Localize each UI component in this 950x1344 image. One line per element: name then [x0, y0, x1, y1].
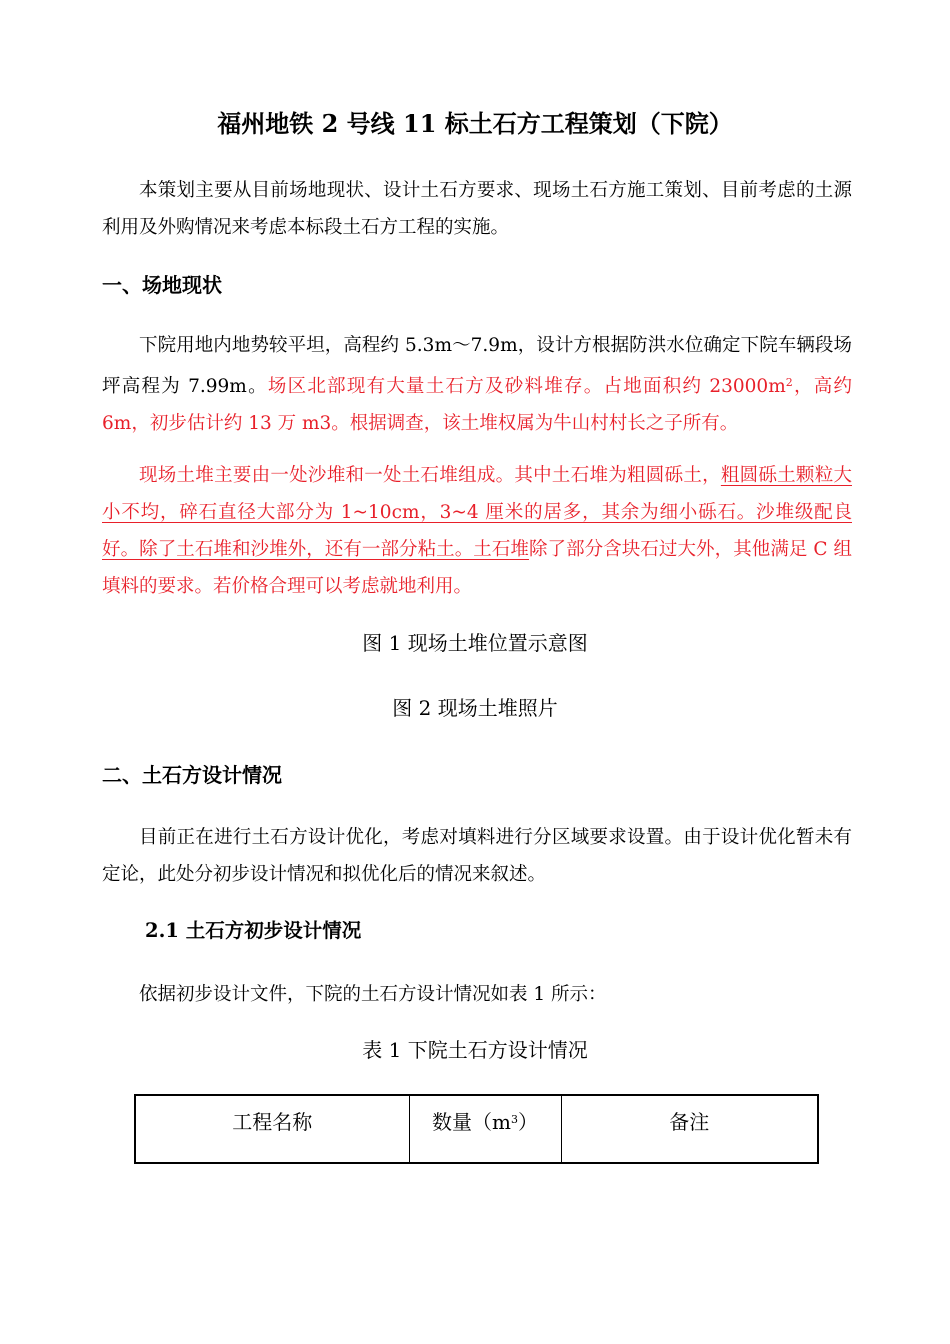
section1-p1-text: 下院用地内地势较平坦，高程约 5.3m～7.9m，设计方根据防洪水位确定下院车辆段场坪高程为 7.99m。 [102, 335, 852, 397]
section1-p2-underlined-text: 粗圆砾土颗粒大小不均，碎石直径大部分为 1~10cm，3~4 厘米的居多，其余为细小砾石。沙堆级配良好。除了土石堆和沙堆外，还有一部分粘土。土石堆 [102, 465, 852, 560]
section1-p1-red-text-a: 场区北部现有大量土石方及砂料堆存。占地面积约 23000m [267, 376, 786, 397]
section1-paragraph-2 [102, 457, 852, 605]
section1-p2-text-a: 现场土堆主要由一处沙堆和一处土石堆组成。其中土石堆为粗圆砾土， [139, 465, 721, 486]
table-header-quantity-end: ） [517, 1110, 538, 1134]
figure-1-caption: 图 1 现场土堆位置示意图 [362, 631, 588, 655]
intro-paragraph: 本策划主要从目前场地现状、设计土石方要求、现场土石方施工策划、目前考虑的土源利用及外购情况来考虑本标段土石方工程的实施。 [102, 180, 852, 238]
table-1-caption: 表 1 下院土石方设计情况 [362, 1038, 588, 1062]
section1-p1-red-sup: 2 [785, 376, 793, 389]
section1-p2-text-b: 除了部分含块石过大外，其他满足 C 组填料的要求。若价格合理可以考虑就地利用。 [102, 539, 852, 597]
table-header-row [135, 1095, 818, 1163]
table-1 [134, 1094, 819, 1164]
table-header-quantity-sup: 3 [510, 1113, 518, 1126]
section2-heading: 二、土石方设计情况 [102, 763, 282, 787]
section1-paragraph-1 [102, 327, 852, 442]
figure-2-caption: 图 2 现场土堆照片 [392, 696, 558, 720]
section2-paragraph-2: 依据初步设计文件，下院的土石方设计情况如表 1 所示： [139, 984, 607, 1005]
section1-p1-red-text-b: ，高约 6m，初步估计约 13 万 m3。根据调查，该土堆权属为牛山村村长之子所有。 [102, 376, 853, 434]
table-header-quantity [409, 1095, 561, 1163]
section2-1-heading: 2.1 土石方初步设计情况 [145, 919, 362, 942]
table-header-name: 工程名称 [135, 1095, 409, 1163]
table-header-quantity-text: 数量（m [432, 1110, 511, 1134]
section2-paragraph-1: 目前正在进行土石方设计优化，考虑对填料进行分区域要求设置。由于设计优化暂未有定论，此处分初步设计情况和拟优化后的情况来叙述。 [102, 827, 852, 885]
table-header-remarks: 备注 [561, 1095, 818, 1163]
section1-heading: 一、场地现状 [102, 273, 222, 297]
document-title: 福州地铁 2 号线 11 标土石方工程策划（下院） [217, 109, 733, 138]
